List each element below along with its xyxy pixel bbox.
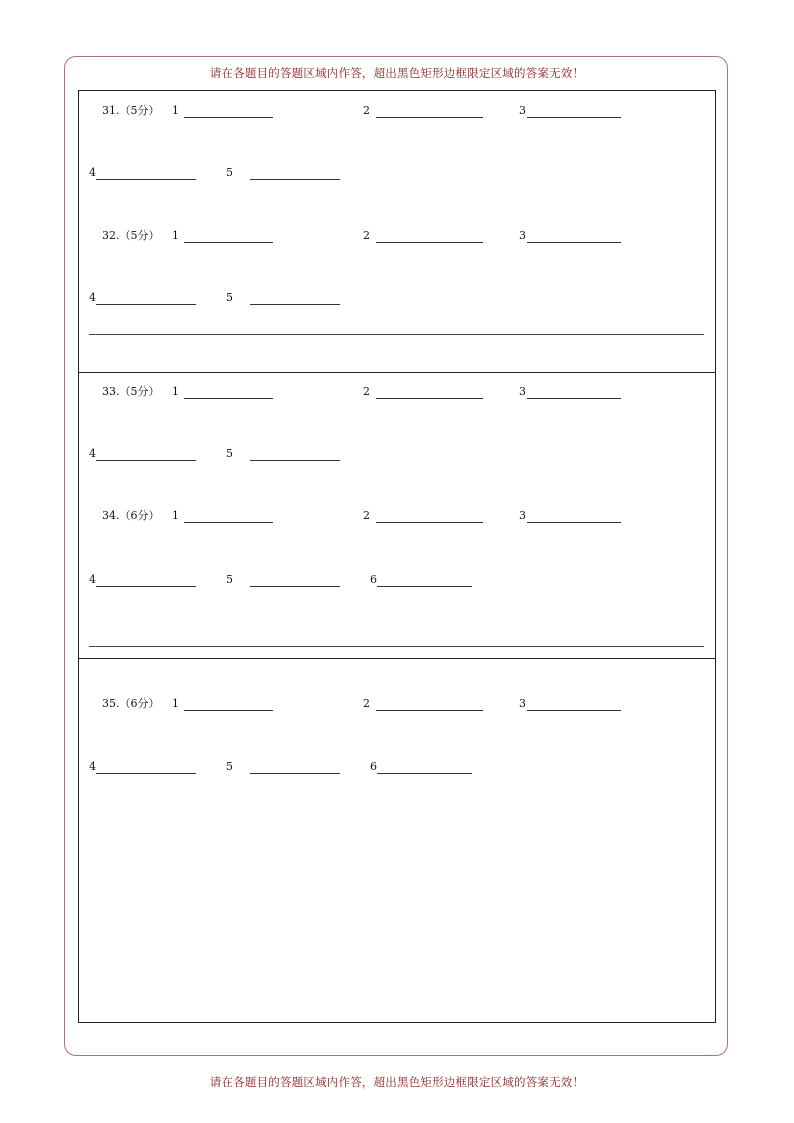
answer-blank-field[interactable]	[184, 242, 273, 243]
answer-region-35	[78, 658, 716, 1023]
answer-blank-field[interactable]	[377, 773, 472, 774]
blank-number: 2	[363, 509, 370, 522]
blank-number: 3	[519, 697, 526, 710]
blank-number: 4	[89, 760, 96, 773]
question-number: 34.（6分）	[102, 509, 160, 522]
answer-blank-field[interactable]	[527, 242, 621, 243]
answer-blank-field[interactable]	[184, 117, 273, 118]
blank-number: 5	[226, 760, 233, 773]
answer-blank-field[interactable]	[250, 460, 340, 461]
extra-answer-rule	[89, 646, 704, 647]
answer-blank-field[interactable]	[96, 773, 196, 774]
answer-blank-field[interactable]	[96, 460, 196, 461]
answer-blank-field[interactable]	[96, 586, 196, 587]
answer-blank-field[interactable]	[250, 773, 340, 774]
blank-number: 3	[519, 229, 526, 242]
answer-blank-field[interactable]	[527, 710, 621, 711]
bottom-warning-text: 请在各题目的答题区域内作答，超出黑色矩形边框限定区域的答案无效！	[209, 1075, 585, 1089]
blank-number: 6	[370, 760, 377, 773]
blank-number: 5	[226, 166, 233, 179]
answer-blank-field[interactable]	[376, 710, 483, 711]
answer-blank-field[interactable]	[527, 522, 621, 523]
answer-blank-field[interactable]	[184, 522, 273, 523]
blank-number: 1	[172, 385, 179, 398]
answer-blank-field[interactable]	[96, 179, 196, 180]
answer-blank-field[interactable]	[96, 304, 196, 305]
blank-number: 4	[89, 447, 96, 460]
top-warning-text: 请在各题目的答题区域内作答，超出黑色矩形边框限定区域的答案无效！	[209, 66, 585, 80]
answer-blank-field[interactable]	[184, 710, 273, 711]
answer-blank-field[interactable]	[250, 179, 340, 180]
blank-number: 3	[519, 104, 526, 117]
blank-number: 5	[226, 447, 233, 460]
question-number: 35.（6分）	[102, 697, 160, 710]
answer-blank-field[interactable]	[527, 117, 621, 118]
answer-blank-field[interactable]	[376, 117, 483, 118]
answer-blank-field[interactable]	[376, 398, 483, 399]
blank-number: 4	[89, 166, 96, 179]
blank-number: 1	[172, 229, 179, 242]
blank-number: 6	[370, 573, 377, 586]
blank-number: 1	[172, 509, 179, 522]
blank-number: 2	[363, 697, 370, 710]
blank-number: 1	[172, 697, 179, 710]
question-number: 32.（5分）	[102, 229, 160, 242]
answer-blank-field[interactable]	[250, 304, 340, 305]
answer-blank-field[interactable]	[250, 586, 340, 587]
answer-blank-field[interactable]	[184, 398, 273, 399]
answer-blank-field[interactable]	[377, 586, 472, 587]
extra-answer-rule	[89, 334, 704, 335]
blank-number: 2	[363, 104, 370, 117]
blank-number: 3	[519, 385, 526, 398]
blank-number: 5	[226, 573, 233, 586]
question-number: 31.（5分）	[102, 104, 160, 117]
blank-number: 1	[172, 104, 179, 117]
blank-number: 4	[89, 573, 96, 586]
blank-number: 4	[89, 291, 96, 304]
blank-number: 2	[363, 385, 370, 398]
answer-blank-field[interactable]	[527, 398, 621, 399]
blank-number: 3	[519, 509, 526, 522]
blank-number: 5	[226, 291, 233, 304]
answer-blank-field[interactable]	[376, 522, 483, 523]
answer-blank-field[interactable]	[376, 242, 483, 243]
question-number: 33.（5分）	[102, 385, 160, 398]
blank-number: 2	[363, 229, 370, 242]
